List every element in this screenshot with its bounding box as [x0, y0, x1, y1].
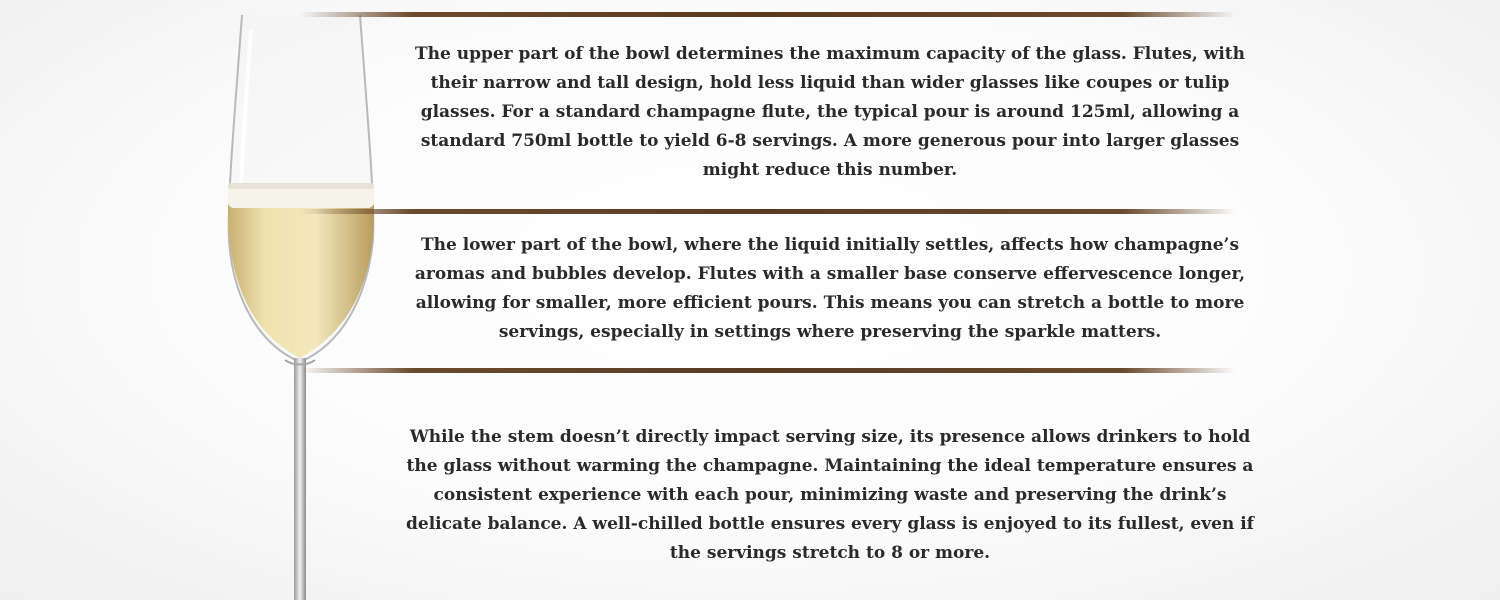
champagne-liquid	[228, 205, 374, 358]
paragraph-lower-bowl: The lower part of the bowl, where the liquid initially settles, affects how champagne’s aromas and bubbles develop. Flutes with a smaller base conserve effervescence longer, allowing for smaller, more efficient pours. This means you can stretch a bottle to more servings, especially in settings where preserving the sparkle matters.	[414, 235, 1246, 342]
foam-layer	[228, 186, 374, 208]
champagne-flute-illustration	[215, 0, 395, 600]
divider-top	[300, 12, 1235, 17]
paragraph-stem: While the stem doesn’t directly impact serving size, its presence allows drinkers to hold the glass without warming the champagne. Maintaining the ideal temperature ensures a consistent experience with each pour, minimizing waste and preserving the drink’s delicate balance. A well-chilled bottle ensures every glass is enjoyed to its fullest, even if the servings stretch to 8 or more.	[406, 427, 1254, 563]
paragraph-upper-bowl: The upper part of the bowl determines the maximum capacity of the glass. Flutes, with their narrow and tall design, hold less liquid than wider glasses like coupes or tulip glasses. For a standard champagne flute, the typical pour is around 125ml, allowing a standard 750ml bottle to yield 6-8 servings. A more generous pour into larger glasses might reduce this number.	[414, 44, 1246, 180]
divider-middle	[300, 209, 1235, 214]
divider-bottom	[300, 368, 1235, 373]
glass-stem	[294, 358, 306, 600]
